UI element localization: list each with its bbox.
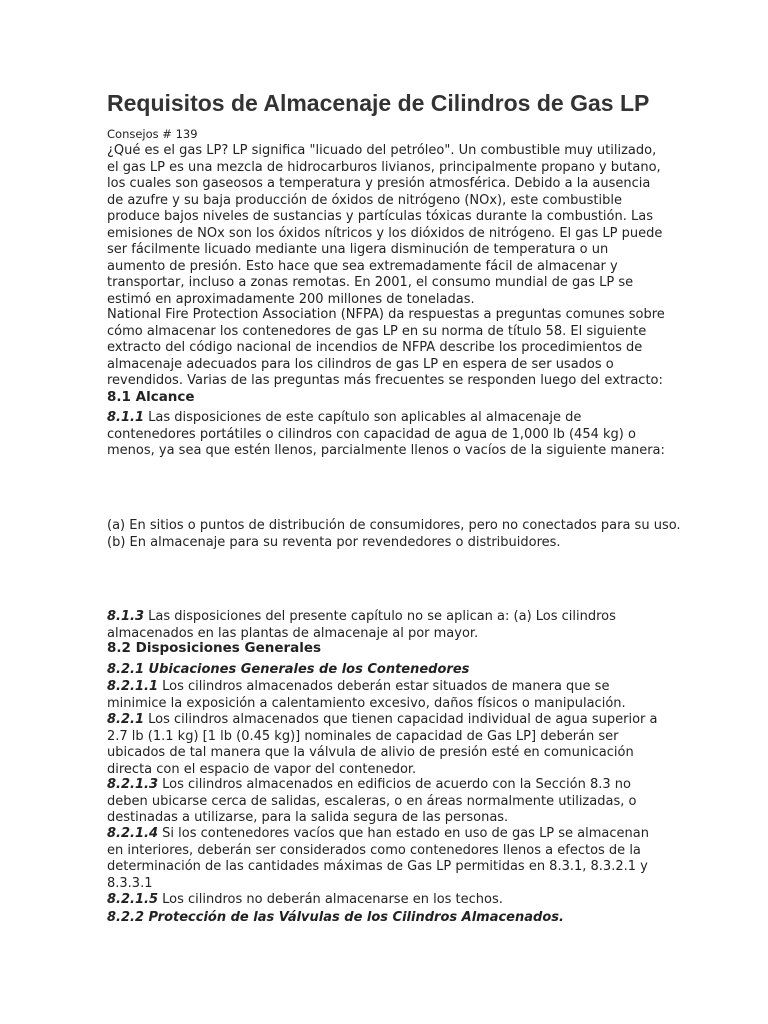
clause-8-2-1 xyxy=(107,712,667,778)
list-item-b: (b) En almacenaje para su reventa por revendedores o distribuidores. xyxy=(107,535,561,550)
clause-number: 8.2.1 xyxy=(107,712,145,727)
tip-number: Consejos # 139 xyxy=(107,127,198,141)
clause-8-1-1 xyxy=(107,410,667,460)
subsection-heading-8-2-1: 8.2.1 Ubicaciones Generales de los Contenedores xyxy=(107,662,470,677)
clause-number: 8.2.1.4 xyxy=(107,826,158,841)
clause-text: Los cilindros no deberán almacenarse en los techos. xyxy=(158,892,503,907)
clause-text: Las disposiciones de este capítulo son aplicables al almacenaje de contenedores portátiles o cilindros con capacidad de agua de 1,000 lb (454 kg) o menos, ya sea que estén llenos, parcialmente llenos o vacíos de la siguiente manera: xyxy=(107,410,665,458)
clause-number: 8.2.1.5 xyxy=(107,892,158,907)
clause-text: Los cilindros almacenados que tienen capacidad individual de agua superior a 2.7 lb (1.1 kg) [1 lb (0.45 kg)] nominales de capacidad de Gas LP] deberán ser ubicados de tal manera que la válvula de alivio de presión esté en comunicación directa con el espacio de vapor del contenedor. xyxy=(107,712,658,777)
section-heading-8-1: 8.1 Alcance xyxy=(107,389,195,405)
section-heading-8-2: 8.2 Disposiciones Generales xyxy=(107,640,322,656)
intro-paragraph-nfpa: National Fire Protection Association (NFPA) da respuestas a preguntas comunes sobre cómo almacenar los contenedores de gas LP en su norma de título 58. El siguiente extracto del código nacional de incendios de NFPA describe los procedimientos de almacenaje adecuados para los cilindros de gas LP en espera de ser usados o revendidos. Varias de las preguntas más frecuentes se responden luego del extracto: xyxy=(107,307,665,388)
clause-8-2-1-1 xyxy=(107,679,667,712)
clause-8-2-1-3 xyxy=(107,777,667,827)
subsection-heading-8-2-2: 8.2.2 Protección de las Válvulas de los Cilindros Almacenados. xyxy=(107,910,564,925)
clause-text: Los cilindros almacenados en edificios de acuerdo con la Sección 8.3 no deben ubicarse cerca de salidas, escaleras, o en áreas normalmente utilizadas, o destinadas a utilizarse, para la salida segura de las personas. xyxy=(107,777,637,825)
clause-number: 8.2.1.3 xyxy=(107,777,158,792)
list-item-a: (a) En sitios o puntos de distribución de consumidores, pero no conectados para su uso. xyxy=(107,518,681,533)
clause-8-1-3 xyxy=(107,609,667,642)
clause-text: Si los contenedores vacíos que han estado en uso de gas LP se almacenan en interiores, deberán ser considerados como contenedores llenos a efectos de la determinación de las cantidades máximas de Gas LP permitidas en 8.3.1, 8.3.2.1 y 8.3.3.1 xyxy=(107,826,649,891)
clause-text: Las disposiciones del presente capítulo no se aplican a: (a) Los cilindros almacenados en las plantas de almacenaje al por mayor. xyxy=(107,609,616,641)
clause-text: Los cilindros almacenados deberán estar situados de manera que se minimice la exposición a calentamiento excesivo, daños físicos o manipulación. xyxy=(107,679,626,711)
intro-paragraph-lp: ¿Qué es el gas LP? LP significa "licuado del petróleo". Un combustible muy utilizado, el gas LP es una mezcla de hidrocarburos livianos, principalmente propano y butano, los cuales son gaseosos a temperatura y presión atmosférica. Debido a la ausencia de azufre y su baja producción de óxidos de nitrógeno (NOx), este combustible produce bajos niveles de sustancias y partículas tóxicas durante la combustión. Las emisiones de NOx son los óxidos nítricos y los dióxidos de nitrógeno. El gas LP puede ser fácilmente licuado mediante una ligera disminución de temperatura o un aumento de presión. Esto hace que sea extremadamente fácil de almacenar y transportar, incluso a zonas remotas. En 2001, el consumo mundial de gas LP se estimó en aproximadamente 200 millones de toneladas. xyxy=(107,143,663,307)
clause-8-2-1-5 xyxy=(107,892,667,909)
clause-number: 8.1.1 xyxy=(107,410,145,425)
document-title: Requisitos de Almacenaje de Cilindros de Gas LP xyxy=(107,90,650,116)
clause-number: 8.2.1.1 xyxy=(107,679,158,694)
clause-8-2-1-4 xyxy=(107,826,667,892)
clause-number: 8.1.3 xyxy=(107,609,145,624)
